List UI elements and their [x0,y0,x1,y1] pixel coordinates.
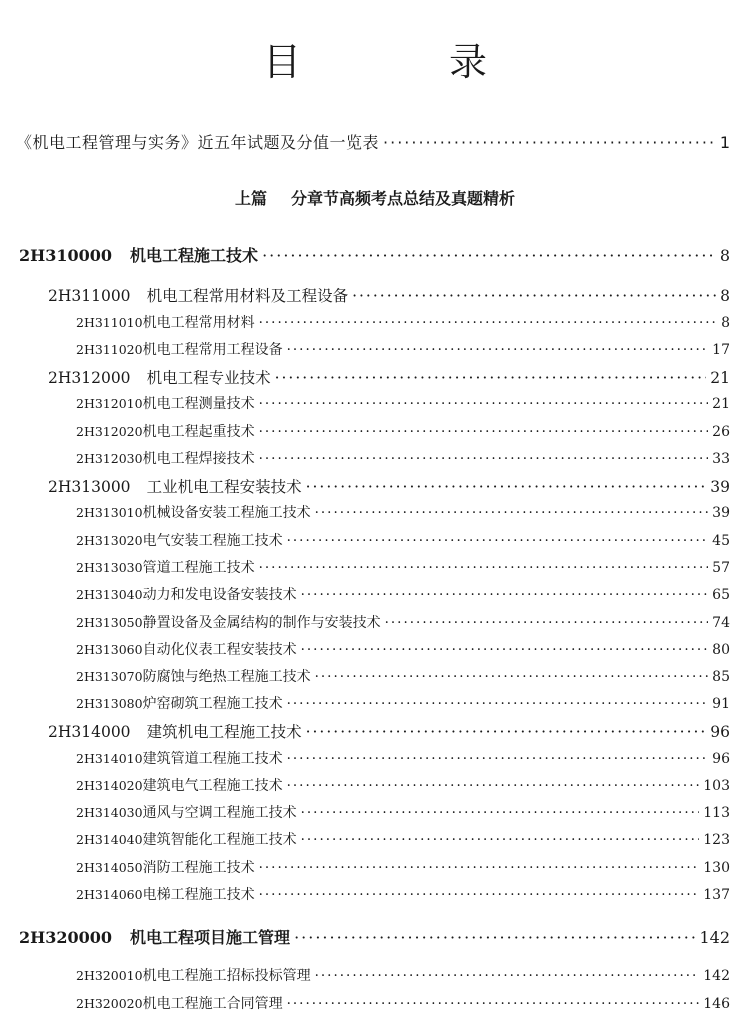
toc-entry-title: 机电工程起重技术 [143,421,255,441]
toc-entry-level3[interactable] [76,802,730,822]
dot-leader [259,396,709,412]
toc-entry-title: 机电工程施工合同管理 [143,993,283,1013]
toc-entry-code: 2H313020 [76,533,143,548]
dot-leader [287,533,709,549]
toc-entry-page: 8 [719,246,730,265]
toc-entry-code: 2H312000 [48,369,131,387]
toc-entry-page: 39 [712,505,730,521]
toc-entry-code: 2H312030 [76,451,143,466]
toc-entry-title: 机电工程项目施工管理 [130,925,290,948]
dot-leader [301,805,700,821]
toc-entry-title: 机电工程施工招标投标管理 [143,965,311,985]
dot-leader [301,832,700,848]
toc-entry-title: 通风与空调工程施工技术 [143,802,297,822]
toc-entry-title: 机电工程测量技术 [143,393,255,413]
toc-entry-page: 65 [712,587,730,603]
toc-entry-code: 2H313000 [48,478,131,496]
toc-entry-page: 142 [703,968,730,984]
toc-entry-level3[interactable] [76,339,730,359]
toc-entry-title: 机械设备安装工程施工技术 [143,502,311,522]
toc-entry-page: 142 [699,928,730,947]
toc-entry-code: 2H313030 [76,560,143,575]
toc-entry-code: 2H312020 [76,424,143,439]
toc-entry-title: 电气安装工程施工技术 [143,530,283,550]
toc-entry-title: 工业机电工程安装技术 [147,475,302,497]
dot-leader [262,246,716,265]
toc-entry-page: 85 [712,669,730,685]
toc-entry-title: 机电工程焊接技术 [143,448,255,468]
toc-entry-code: 2H312010 [76,396,143,411]
toc-entry-page: 21 [710,369,730,387]
dot-leader [315,968,700,984]
dot-leader [301,642,709,658]
toc-entry-title: 消防工程施工技术 [143,857,255,877]
toc-entry-level3[interactable] [76,829,730,849]
toc-entry-level3[interactable] [76,748,730,768]
toc-entry-level3[interactable] [76,393,730,413]
toc-entry-title: 建筑智能化工程施工技术 [143,829,297,849]
toc-entry-code: 2H314040 [76,832,143,847]
dot-leader [306,723,707,741]
toc-entry-page: 113 [703,805,730,821]
toc-entry-level1[interactable] [19,243,730,266]
toc-entry-level3[interactable] [76,965,730,985]
dot-leader [385,615,709,631]
toc-entry-title: 电梯工程施工技术 [143,884,255,904]
toc-entry-page: 45 [712,533,730,549]
toc-entry-title: 机电工程常用材料 [143,312,255,332]
toc-entry-page: 8 [721,315,730,331]
toc-entry-code: 2H313050 [76,615,143,630]
toc-entry-page: 96 [712,751,730,767]
toc-entry-page: 96 [710,723,730,741]
dot-leader [275,369,707,387]
toc-entry-page: 137 [703,887,730,903]
toc-entry-level3[interactable] [76,502,730,522]
toc-entry-level3[interactable] [76,612,730,632]
toc-entry-level3[interactable] [76,530,730,550]
toc-entry-code: 2H311010 [76,315,143,330]
dot-leader [287,696,709,712]
toc-entry-title: 自动化仪表工程安装技术 [143,639,297,659]
toc-entry-page: 123 [703,832,730,848]
toc-entry-code: 2H313010 [76,505,143,520]
toc-entry-code: 2H320020 [76,996,143,1011]
toc-entry-level3[interactable] [76,639,730,659]
dot-leader [306,478,707,496]
toc-entry-title: 《机电工程管理与实务》近五年试题及分值一览表 [16,130,379,153]
dot-leader [315,669,709,685]
toc-entry-code: 2H313040 [76,587,143,602]
toc-entry-level2[interactable] [48,366,730,388]
toc-entry-level3[interactable] [76,666,730,686]
page-title: 目 录 [262,40,556,84]
toc-entry-level1[interactable] [19,925,730,948]
dot-leader [315,505,709,521]
toc-entry-page: 39 [710,478,730,496]
toc-entry-code: 2H320010 [76,968,143,983]
toc-entry-code: 2H314010 [76,751,143,766]
toc-entry-page: 103 [703,778,730,794]
toc-entry-level2[interactable] [48,720,730,742]
toc-entry-code: 2H314020 [76,778,143,793]
dot-leader [259,315,718,331]
toc-entry-title: 建筑机电工程施工技术 [147,720,302,742]
toc-entry-code: 2H313070 [76,669,143,684]
part-heading [0,186,750,209]
toc-entry-page: 21 [712,396,730,412]
dot-leader [259,887,700,903]
dot-leader [259,560,709,576]
dot-leader [383,133,716,152]
toc-entry-page: 146 [703,996,730,1012]
dot-leader [301,587,709,603]
dot-leader [287,751,709,767]
toc-entry-title: 静置设备及金属结构的制作与安装技术 [143,612,381,632]
dot-leader [259,424,709,440]
toc-entry-level3[interactable] [76,993,730,1013]
toc-entry-page: 1 [719,133,730,152]
toc-entry-level3[interactable] [76,448,730,468]
toc-entry-title: 防腐蚀与绝热工程施工技术 [143,666,311,686]
toc-entry-page: 26 [712,424,730,440]
toc-entry-level3[interactable] [76,312,730,332]
toc-entry-code: 2H313080 [76,696,143,711]
toc-entry-level3[interactable] [76,884,730,904]
toc-entry-level2[interactable] [48,475,730,497]
toc-entry-page: 57 [712,560,730,576]
toc-entry-page: 80 [712,642,730,658]
toc-entry-code: 2H314050 [76,860,143,875]
toc-entry-page: 33 [712,451,730,467]
toc-entry-level3[interactable] [76,693,730,713]
toc-entry-title: 管道工程施工技术 [143,557,255,577]
toc-entry-code: 2H311020 [76,342,143,357]
toc-entry-title: 炉窑砌筑工程施工技术 [143,693,283,713]
toc-entry-code: 2H311000 [48,287,131,305]
toc-entry-level3[interactable] [76,775,730,795]
toc-entry-page: 130 [703,860,730,876]
toc-entry-level3[interactable] [76,584,730,604]
dot-leader [294,928,695,947]
toc-entry-page: 17 [712,342,730,358]
toc-entry-page: 8 [720,287,730,305]
toc-entry-level3[interactable] [76,421,730,441]
toc-entry-code: 2H320000 [19,928,113,947]
dot-leader [287,778,700,794]
toc-entry-title: 建筑电气工程施工技术 [143,775,283,795]
dot-leader [259,860,700,876]
part-label: 上篇 [234,189,267,208]
dot-leader [352,287,716,305]
toc-entry-page: 74 [712,615,730,631]
toc-entry-title: 机电工程常用材料及工程设备 [147,284,349,306]
dot-leader [259,451,709,467]
toc-entry-code: 2H314030 [76,805,143,820]
toc-entry-title: 机电工程专业技术 [147,366,271,388]
toc-entry-code: 2H314000 [48,723,131,741]
toc-entry-title: 机电工程施工技术 [130,243,258,266]
dot-leader [287,342,709,358]
toc-entry-level3[interactable] [76,557,730,577]
toc-entry-level2[interactable] [48,284,730,306]
part-title: 分章节高频考点总结及真题精析 [291,189,516,208]
toc-entry-code: 2H310000 [19,246,113,265]
toc-entry-code: 2H314060 [76,887,143,902]
toc-entry-level3[interactable] [76,857,730,877]
toc-entry-title: 动力和发电设备安装技术 [143,584,297,604]
toc-entry-code: 2H313060 [76,642,143,657]
toc-entry-title: 建筑管道工程施工技术 [143,748,283,768]
toc-entry-page: 91 [712,696,730,712]
toc-intro-entry[interactable] [16,130,730,153]
toc-entry-title: 机电工程常用工程设备 [143,339,283,359]
dot-leader [287,996,700,1012]
